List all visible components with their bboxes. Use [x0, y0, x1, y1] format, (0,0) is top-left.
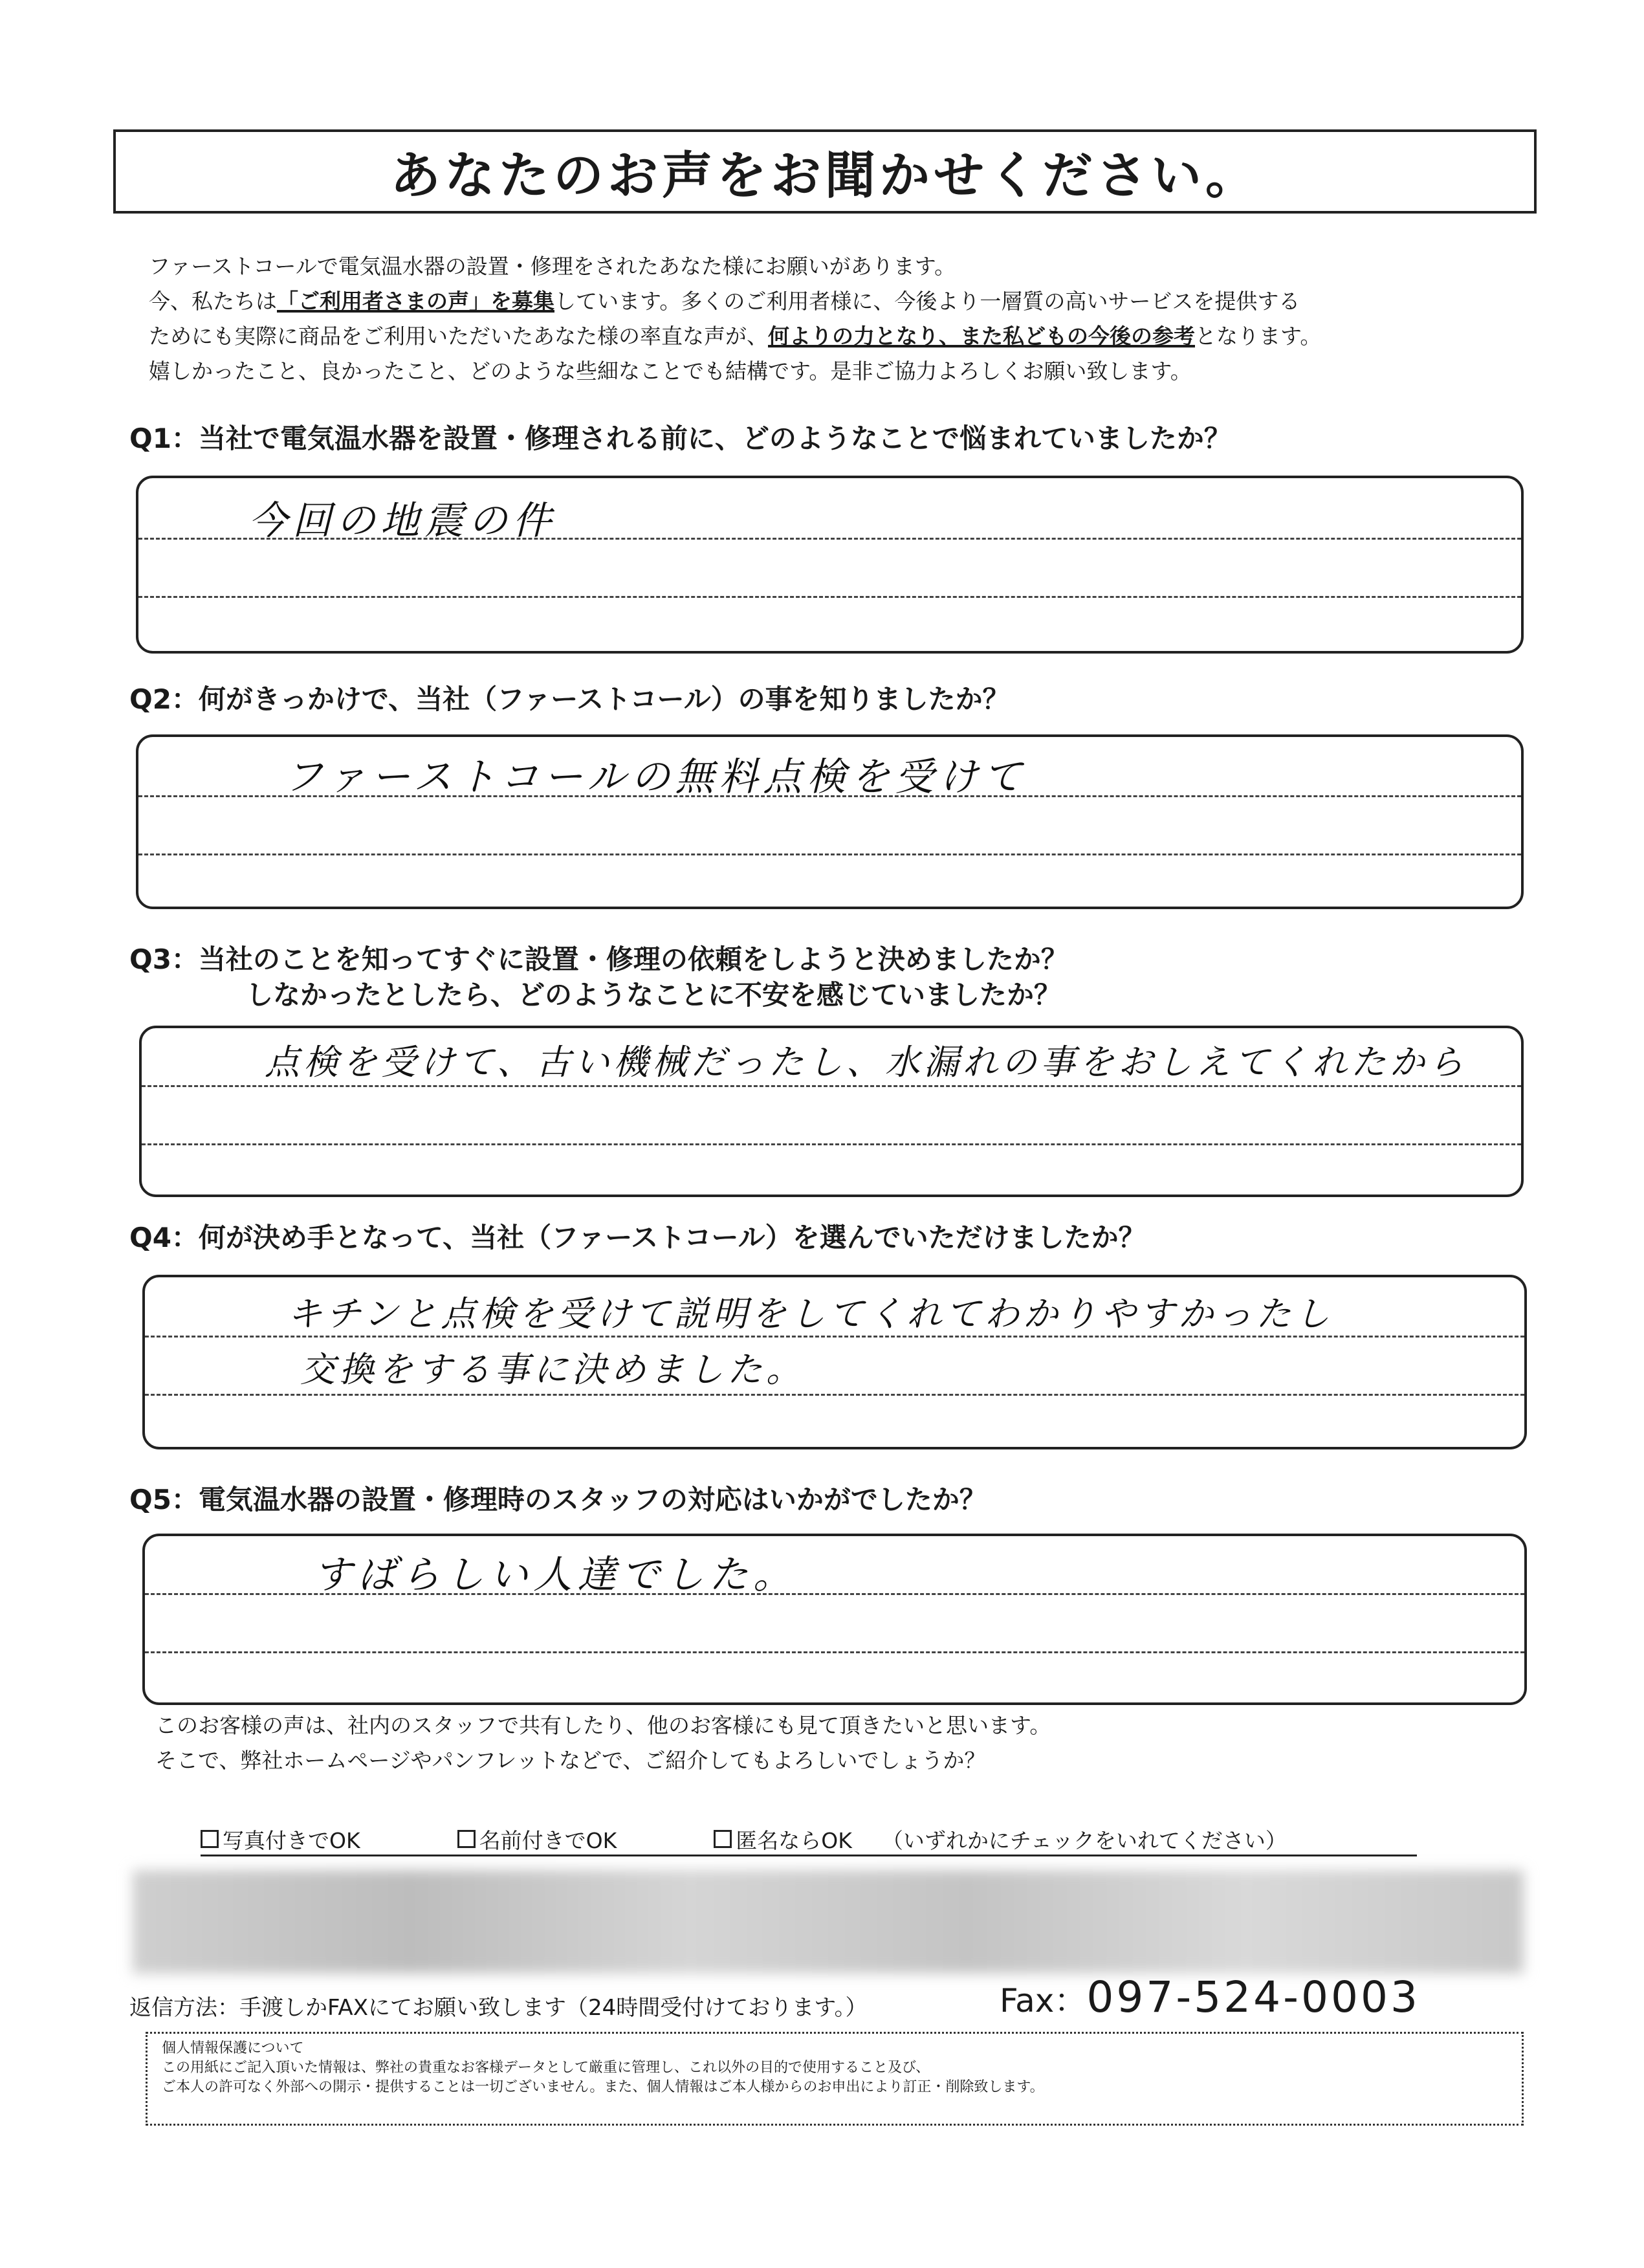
- answer-4-text-2: 交換をする事に決めました。: [300, 1349, 805, 1390]
- privacy-line-1: この用紙にご記入頂いた情報は、弊社の貴重なお客様データとして厳重に管理し、これ以外の目的で使用すること及び、: [162, 2060, 930, 2076]
- consent-photo[interactable]: [201, 1823, 360, 1855]
- checkbox-icon[interactable]: [457, 1830, 476, 1848]
- consent-photo-label: 写真付きでOK: [223, 1827, 360, 1853]
- privacy-line-2: ご本人の許可なく外部への開示・提供することは一切ございません。また、個人情報はご本人様からのお申出により訂正・削除致します。: [162, 2079, 1044, 2095]
- consent-anonymous-label: 匿名ならOK: [736, 1827, 852, 1853]
- answer-box-4[interactable]: [142, 1275, 1527, 1449]
- question-3-line-2: しなかったとしたら、どのようなことに不安を感じていましたか？: [246, 979, 1062, 1011]
- intro-text: 今、私たちは: [149, 289, 277, 314]
- reply-method: 返信方法：手渡しかFAXにてお願い致します（24時間受付けております。）: [129, 1995, 868, 2021]
- outro-line-2: そこで、弊社ホームページやパンフレットなどで、ご紹介してもよろしいでしょうか？: [155, 1748, 986, 1773]
- intro-line-1: ファーストコールで電気温水器の設置・修理をされたあなた様にお願いがあります。: [149, 254, 956, 279]
- privacy-heading: 個人情報保護について: [162, 2040, 304, 2056]
- answer-box-2[interactable]: [136, 734, 1524, 909]
- outro: [155, 1708, 1051, 1778]
- consent-anonymous[interactable]: [714, 1823, 1287, 1855]
- outro-line-1: このお客様の声は、社内のスタッフで共有したり、他のお客様にも見て頂きたいと思います。: [155, 1713, 1051, 1738]
- intro-highlight: 何よりの力となり、また私どもの今後の参考: [768, 324, 1195, 349]
- checkbox-icon[interactable]: [714, 1830, 732, 1848]
- answer-3-text: 点検を受けて、古い機械だったし、水漏れの事をおしえてくれたから: [265, 1042, 1467, 1083]
- consent-name-label: 名前付きでOK: [479, 1827, 617, 1853]
- privacy-notice: [146, 2032, 1524, 2126]
- intro-highlight: 「ご利用者さまの声」を募集: [277, 289, 554, 314]
- answer-1-text: 今回の地震の件: [248, 498, 556, 544]
- intro-text: となります。: [1195, 324, 1322, 349]
- redacted-area: [133, 1870, 1524, 1974]
- fax-label: Fax：: [1000, 1982, 1087, 2020]
- checkbox-icon[interactable]: [201, 1830, 219, 1848]
- question-3: Q3：当社のことを知ってすぐに設置・修理の依頼をしようと決めましたか？: [129, 943, 1068, 975]
- consent-options: [201, 1823, 1417, 1856]
- title-box: [113, 129, 1537, 214]
- answer-4-text-1: キチンと点検を受けて説明をしてくれてわかりやすかったし: [287, 1294, 1334, 1334]
- intro-line-2: [149, 284, 1540, 319]
- intro: [149, 249, 1540, 389]
- answer-box-5[interactable]: [142, 1534, 1527, 1705]
- fax-number: [1000, 1972, 1420, 2022]
- answer-box-1[interactable]: [136, 476, 1524, 654]
- answer-2-text: ファーストコールの無料点検を受けて: [284, 754, 1027, 800]
- consent-note: （いずれかにチェックをいれてください）: [881, 1827, 1287, 1853]
- question-2: Q2：何がきっかけで、当社（ファーストコール）の事を知りましたか？: [129, 683, 1010, 715]
- intro-text: しています。多くのご利用者様に、今後より一層質の高いサービスを提供する: [554, 289, 1300, 314]
- consent-name[interactable]: [457, 1823, 617, 1855]
- question-1: Q1：当社で電気温水器を設置・修理される前に、どのようなことで悩まれていましたか？: [129, 423, 1231, 454]
- answer-box-3[interactable]: [139, 1026, 1524, 1197]
- intro-line-3: [149, 319, 1540, 354]
- question-5: Q5：電気温水器の設置・修理時のスタッフの対応はいかがでしたか？: [129, 1484, 987, 1515]
- question-4: Q4：何が決め手となって、当社（ファーストコール）を選んでいただけましたか？: [129, 1222, 1146, 1253]
- fax-value: 097-524-0003: [1086, 1972, 1420, 2022]
- page-title: あなたのお声をお聞かせください。: [389, 147, 1260, 205]
- intro-line-4: 嬉しかったこと、良かったこと、どのような些細なことでも結構です。是非ご協力よろしくお願い致します。: [149, 358, 1192, 384]
- intro-text: ためにも実際に商品をご利用いただいたあなた様の率直な声が、: [149, 324, 768, 349]
- answer-5-text: すばらしい人達でした。: [313, 1552, 797, 1598]
